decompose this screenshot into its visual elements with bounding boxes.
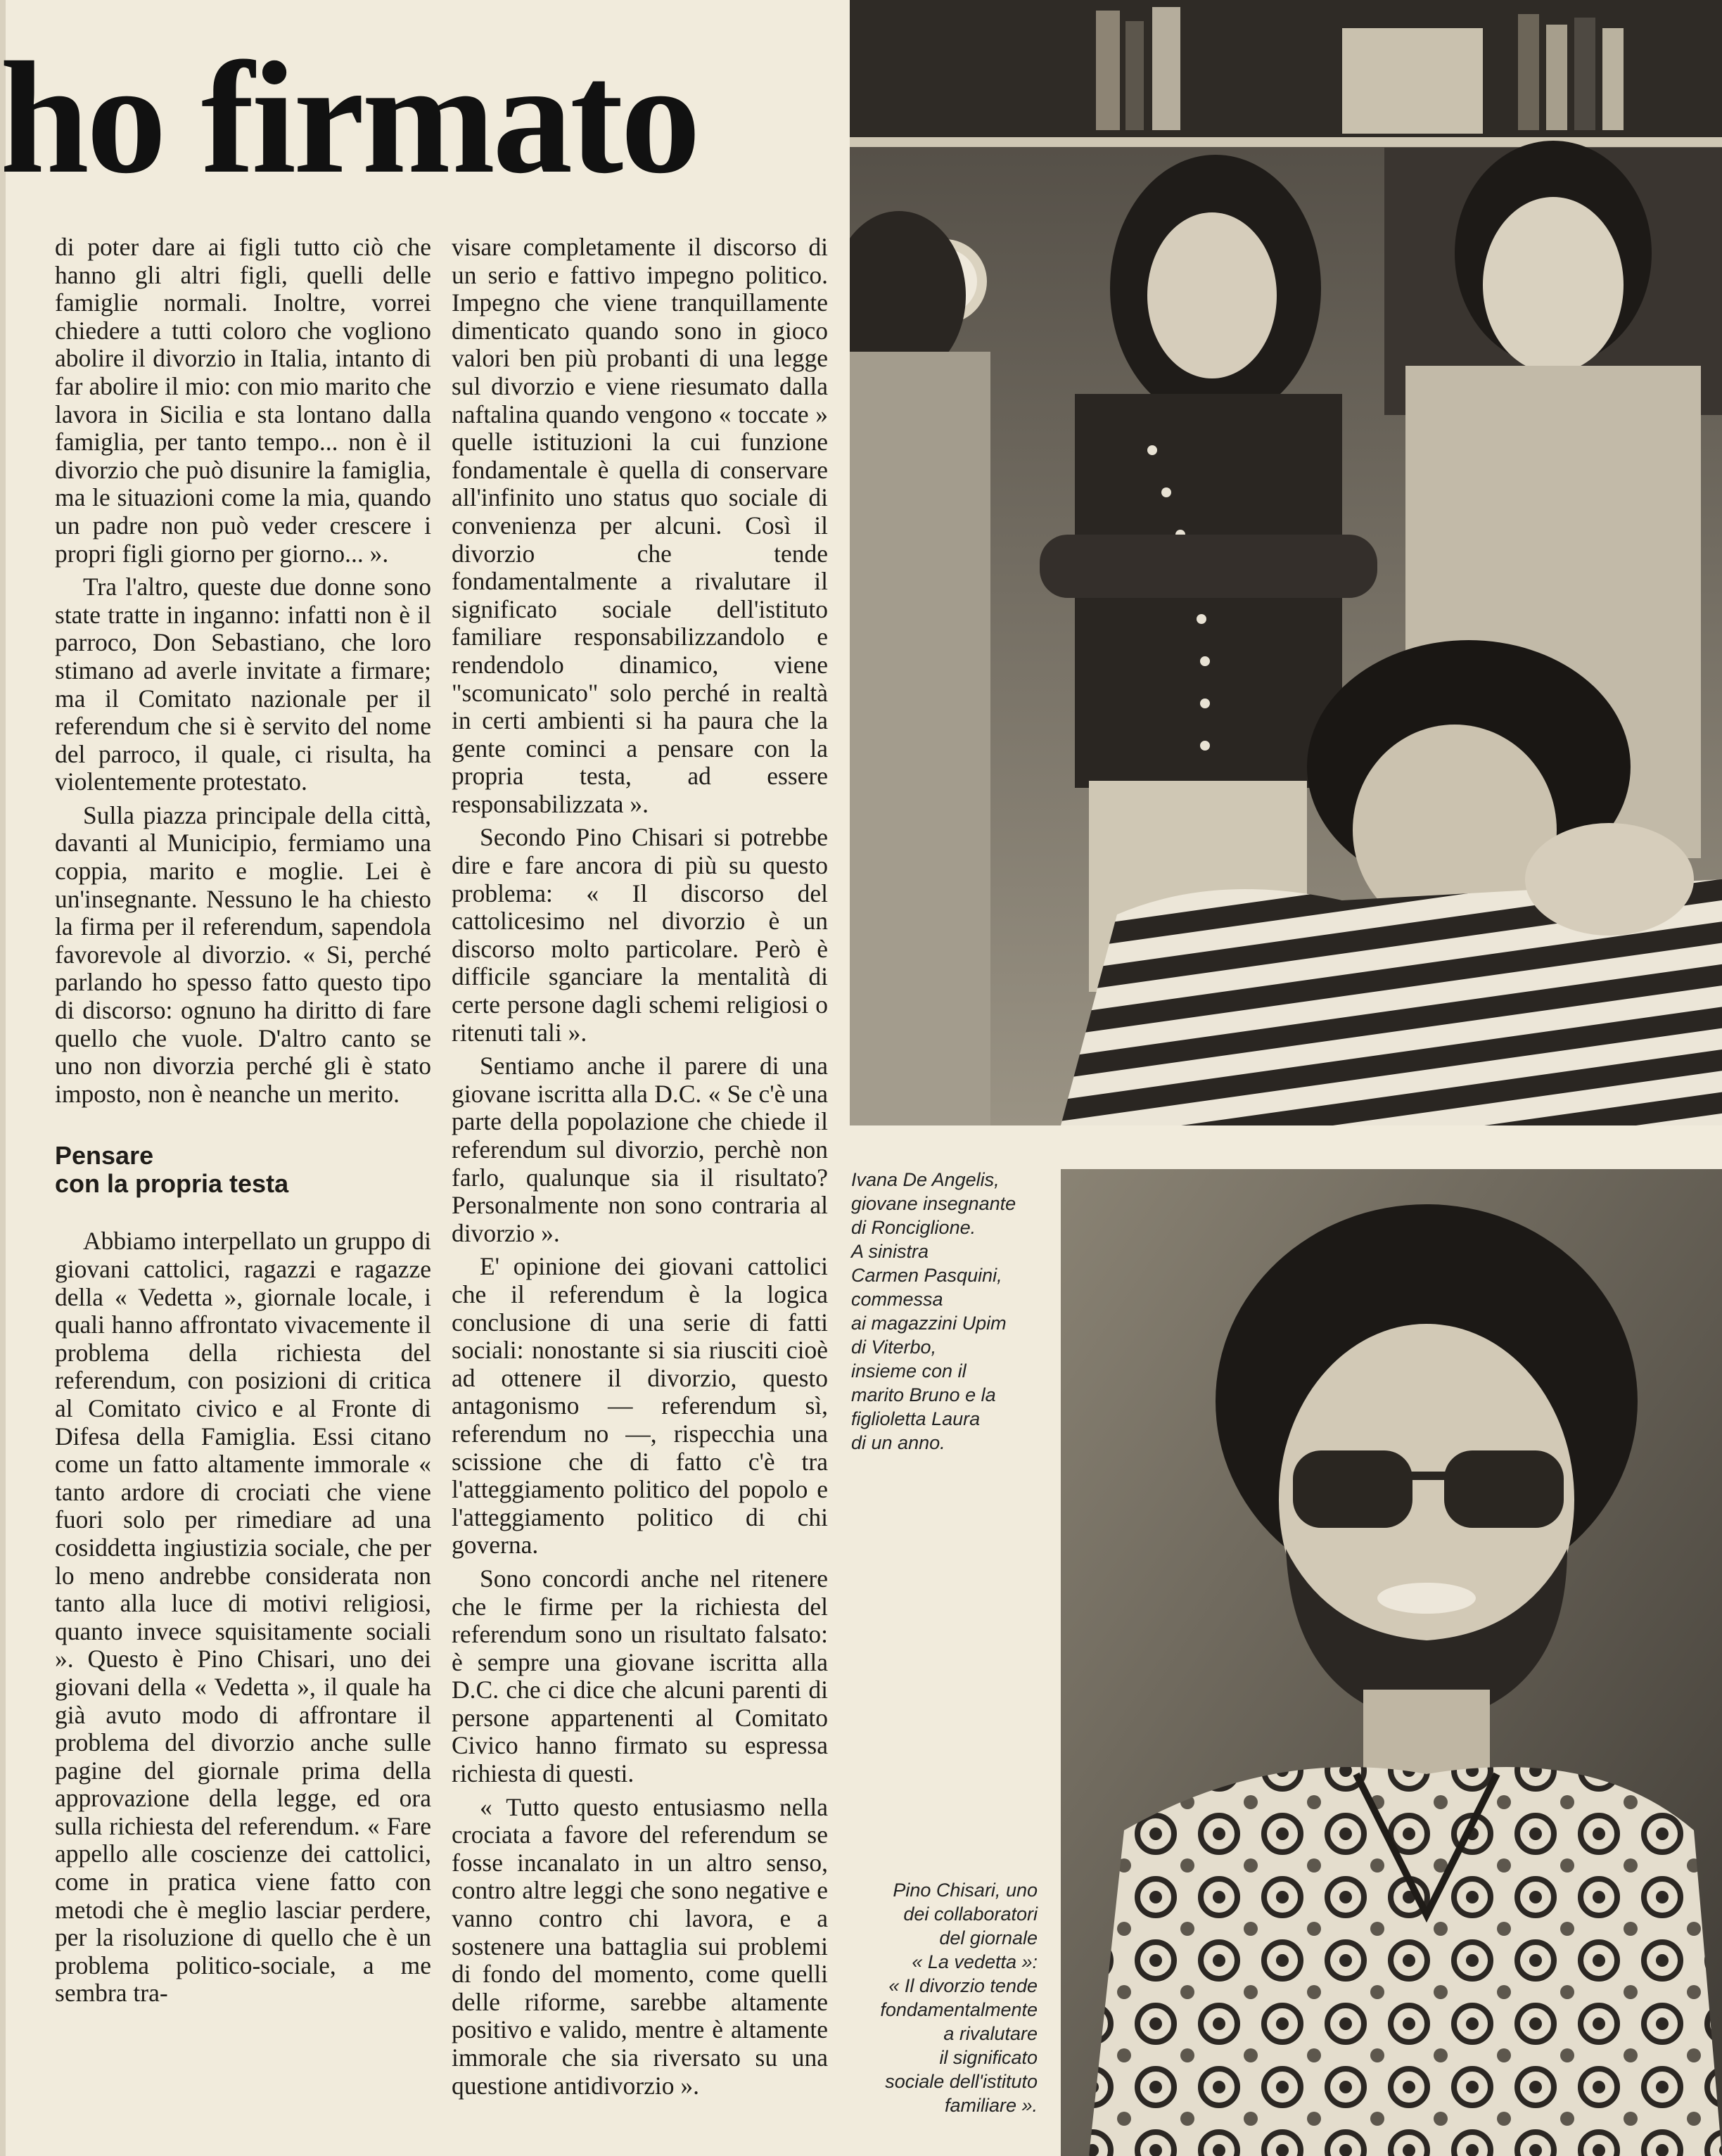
paragraph: E' opinione dei giovani cattolici che il referendum è la logica conclusione di una serie di fatti sociali: nonostante si sia riusciti cioè ad ottenere il divorzio, questo antagonismo — referendum sì, referendum no —, rispecchia una scissione che di fatto c'è tra l'atteggiamento politico del popolo e l'atteggiamento politico di chi governa. — [452, 1252, 828, 1559]
photo-three-women-and-man — [850, 0, 1722, 1125]
caption-line: Pino Chisari, uno — [893, 1880, 1038, 1901]
paragraph: Abbiamo interpellato un gruppo di giovani cattolici, ragazzi e ragazze della « Vedetta », giornale locale, i quali hanno affrontato vivacemente il problema della richiesta del referendum, con posizioni di critica al Comitato civico e al Fronte di Difesa della Famiglia. Essi citano come un fatto altamente immorale « tanto ardore di crociati che viene fuori solo per rimediare ad una cosiddetta ingiustizia sociale, che per lo meno andrebbe considerata non tanto alla luce di motivi religiosi, quanto invece squisitamente sociali ». Questo è Pino Chisari, uno dei giovani della « Vedetta », il quale ha già avuto modo di affrontare il problema del divorzio anche sulle pagine del giornale prima della approvazione della legge, ed ora sulla richiesta del referendum. « Fare appello alle coscienze dei cattolici, come in pratica viene fatto con metodi che è meglio lasciar perdere, per la risoluzione di quello che è un problema politico-sociale, a me sembra tra- — [55, 1227, 431, 2008]
caption-line: di Viterbo, — [851, 1337, 937, 1358]
headline: ho firmato — [0, 30, 699, 207]
caption-line: di Ronciglione. — [851, 1217, 976, 1238]
subhead-line: Pensare — [55, 1141, 154, 1171]
article-column-1 — [55, 234, 431, 2133]
caption-line: « La vedetta »: — [912, 1951, 1038, 1972]
caption-photo-2 — [841, 1878, 1038, 2117]
photo-three-women-illustration — [850, 0, 1722, 1125]
paragraph: Sulla piazza principale della città, davanti al Municipio, fermiamo una coppia, marito e moglie. Lei è un'insegnante. Nessuno le ha chiesto la firma per il referendum, sapendola favorevole al divorzio. « Si, perché parlando ho spesso fatto questo tipo di discorso: ognuno ha diritto di fare quello che vuole. D'altro canto se uno non divorzia perché gli è stato imposto, non è neanche un merito. — [55, 800, 431, 1108]
paragraph: Sono concordi anche nel ritenere che le firme per la richiesta del referendum sono un risultato falsato: è sempre una giovane iscritta alla D.C. che ci dice che alcuni parenti di persone appartenenti al Comitato Civico hanno firmato su espressa richiesta di questi. — [452, 1564, 828, 1788]
photo-pino-chisari — [1061, 1169, 1722, 2156]
caption-line: giovane insegnante — [851, 1193, 1016, 1214]
caption-line: dei collaboratori — [903, 1903, 1038, 1925]
caption-line: Carmen Pasquini, — [851, 1265, 1002, 1286]
caption-line: A sinistra — [851, 1241, 929, 1262]
paragraph: Sentiamo anche il parere di una giovane iscritta alla D.C. « Se c'è una parte della popolazione che chiede il referendum sul divorzio, perchè non farlo, qualunque sia il risultato? Personalmente non sono contraria al divorzio ». — [452, 1052, 828, 1247]
paragraph: di poter dare ai figli tutto ciò che hanno gli altri figli, quelli delle famiglie normali. Inoltre, vorrei chiedere a tutti coloro che vogliono abolire il divorzio in Italia, intanto di far abolire il mio: con mio marito che lavora in Sicilia e sta lontano dalla famiglia, per tanto tempo... non è il divorzio che può disunire la famiglia, ma le situazioni come la mia, quando un padre non può veder crescere i propri figli giorno per giorno... ». — [55, 234, 431, 568]
photo-pino-chisari-illustration — [1061, 1169, 1722, 2156]
caption-line: figlioletta Laura — [851, 1408, 981, 1429]
caption-line: sociale dell'istituto — [885, 2071, 1038, 2092]
section-subhead — [55, 1142, 431, 1198]
caption-line: a rivalutare — [943, 2023, 1038, 2044]
subhead-line: con la propria testa — [55, 1169, 289, 1199]
caption-line: il significato — [939, 2047, 1038, 2068]
paragraph: Secondo Pino Chisari si potrebbe dire e fare ancora di più su questo problema: « Il discorso del cattolicesimo nel divorzio è un discorso molto particolare. Però è difficile sganciare la mentalità di certe persone dagli schemi religiosi o ritenuti tali ». — [452, 823, 828, 1047]
caption-line: « Il divorzio tende — [888, 1975, 1038, 1996]
caption-line: familiare ». — [944, 2095, 1038, 2116]
caption-line: fondamentalmente — [880, 1999, 1038, 2020]
caption-line: del giornale — [939, 1927, 1038, 1948]
paragraph: Tra l'altro, queste due donne sono state tratte in inganno: infatti non è il parroco, Don Sebastiano, che loro stimano ad averle invitate a firmare; ma il Comitato nazionale per il referendum che si è servito del nome del parroco, il quale, ci risulta, ha violentemente protestato. — [55, 573, 431, 796]
paragraph: visare completamente il discorso di un serio e fattivo impegno politico. Impegno che viene tranquillamente dimenticato quando sono in gioco valori ben più probanti di una legge sul divorzio e viene riesumato dalla naftalina quando vengono « toccate » quelle istituzioni la cui funzione fondamentale è quella di conservare all'infinito uno status quo sociale di convenienza per alcuni. Così il divorzio che tende fondamentalmente a rivalutare il significato sociale dell'istituto familiare responsabilizzandolo e rendendolo dinamico, viene "scomunicato" solo perché in realtà in certi ambienti si ha paura che la gente cominci a pensare con la propria testa, ad essere responsabilizzata ». — [452, 234, 828, 818]
caption-line: Ivana De Angelis, — [851, 1169, 1000, 1190]
caption-line: commessa — [851, 1289, 943, 1310]
caption-line: ai magazzini Upim — [851, 1313, 1007, 1334]
caption-line: marito Bruno e la — [851, 1384, 996, 1405]
article-column-2 — [452, 234, 828, 2133]
page-edge — [0, 0, 6, 2156]
caption-photo-1 — [851, 1168, 1055, 1455]
paragraph: « Tutto questo entusiasmo nella crociata a favore del referendum se fosse incanalato in un altro senso, contro altre leggi che sono negative e vanno contro chi lavora, e a sostenere una battaglia sui problemi di fondo del momento, come quelli delle riforme, sarebbe altamente positivo e valido, mentre è altamente immorale che sia riversato su una questione antidivorzio ». — [452, 1792, 828, 2100]
caption-line: insieme con il — [851, 1360, 967, 1382]
caption-line: di un anno. — [851, 1432, 945, 1453]
